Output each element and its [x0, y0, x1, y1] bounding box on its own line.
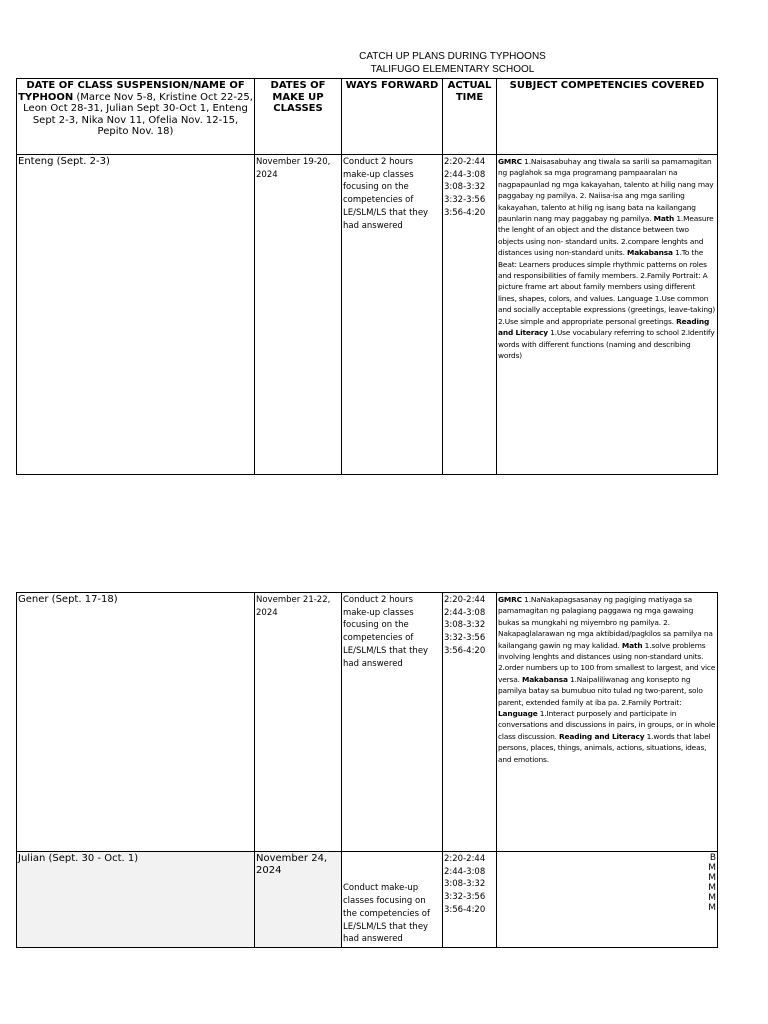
truncated-letter: M	[708, 883, 716, 893]
makeup-dates: November 19-20, 2024	[255, 155, 342, 475]
catch-up-table-2	[16, 592, 718, 948]
subject-text: 1.Measure the lenght of an object and the distance between two objects using non- standard units. 2.compare lenghts and distances using non-standard units.	[498, 214, 714, 258]
competencies-truncated	[497, 852, 718, 948]
title-line-1: CATCH UP PLANS DURING TYPHOONS	[359, 51, 546, 62]
subject-label: Math	[621, 640, 643, 650]
subject-text: 1.solve problems involving lenghts and distances using non-standard units. 2.order numbers up to 100 from smallest to largest, and vice versa.	[498, 640, 716, 684]
subject-label: Makabansa	[627, 248, 673, 258]
catch-up-table-1	[16, 78, 718, 475]
actual-time	[443, 155, 497, 475]
actual-time	[443, 852, 497, 948]
subject-text: 1.Naisasabuhay ang tiwala sa sarili sa pamamagitan ng paglahok sa mga programang pampaaralan na nagpapaunlad ng mga kakayahan, talento at hilig nang may paggabay ng pamilya. 2. Naiisa-isa ang mga sariling kakayahan, talento at hilig ng isang bata na kailangang paunlarin nang may paggabay ng pamilya.	[498, 157, 714, 224]
typhoon-name: Gener (Sept. 17-18)	[17, 593, 255, 852]
time-slot: 3:08-3:32	[444, 879, 486, 890]
header-typhoon	[17, 79, 255, 155]
truncated-letter: B	[709, 853, 716, 863]
truncated-letter: M	[708, 903, 716, 913]
time-slot: 3:32-3:56	[444, 892, 486, 903]
ways-forward: Conduct 2 hours make-up classes focusing on the competencies of LE/SLM/LS that they had answered	[342, 593, 443, 852]
time-slot: 2:44-3:08	[444, 866, 486, 877]
header-time: ACTUAL TIME	[443, 79, 497, 155]
ways-forward: Conduct 2 hours make-up classes focusing on the competencies of LE/SLM/LS that they had answered	[342, 155, 443, 475]
subject-text: 1.NaNakapagsasanay ng pagiging matiyaga sa pamamagitan ng palagiang paggawa ng mga gawaing bukas sa mungkahi ng miyembro ng pamilya. 2. Nakapaglalarawan ng mga aktibidad/pagkilos sa pamilya na kailangang gawin ng may kalidad.	[498, 595, 713, 650]
subject-label: Math	[653, 214, 675, 224]
truncated-letter: M	[708, 863, 716, 873]
subject-label: Language	[498, 709, 538, 719]
time-slot: 2:44-3:08	[444, 607, 486, 618]
time-slot: 3:56-4:20	[444, 207, 486, 218]
time-slot: 3:08-3:32	[444, 620, 486, 631]
time-slot: 3:32-3:56	[444, 633, 486, 644]
header-competencies: SUBJECT COMPETENCIES COVERED	[497, 79, 718, 155]
table-row	[17, 852, 718, 948]
time-slot: 3:32-3:56	[444, 195, 486, 206]
time-slot: 2:20-2:44	[444, 157, 486, 167]
subject-label: Reading and Literacy	[498, 316, 710, 338]
header-typhoon-label: DATE OF CLASS SUSPENSION/NAME OF TYPHOON	[18, 80, 245, 103]
subject-text: 1.words that label persons, places, things, animals, actions, situations, ideas, and emotions.	[498, 731, 711, 764]
subject-label: GMRC	[498, 595, 522, 604]
time-slot: 3:56-4:20	[444, 904, 486, 915]
table-header-row	[17, 79, 718, 155]
title-line-2: TALIFUGO ELEMENTARY SCHOOL	[370, 64, 535, 75]
truncated-letter: M	[708, 893, 716, 903]
time-slot: 2:20-2:44	[444, 854, 486, 864]
time-slot: 3:08-3:32	[444, 182, 486, 193]
truncated-letter: M	[708, 873, 716, 883]
subject-text: 1.Naipaliliwanag ang konsepto ng pamilya batay sa bumubuo nito tulad ng two-parent, solo parent, extended family at iba pa. 2.Family Portrait:	[498, 674, 703, 707]
makeup-dates: November 21-22, 2024	[255, 593, 342, 852]
actual-time	[443, 593, 497, 852]
typhoon-name: Julian (Sept. 30 - Oct. 1)	[17, 852, 255, 948]
subject-label: Reading and Literacy	[559, 731, 645, 741]
subject-text: 1.Use vocabulary referring to school 2.Identify words with different functions (naming and describing words)	[498, 328, 715, 360]
time-slot: 2:20-2:44	[444, 595, 486, 605]
makeup-dates: November 24, 2024	[255, 852, 342, 948]
typhoon-name: Enteng (Sept. 2-3)	[17, 155, 255, 475]
competencies	[497, 593, 718, 852]
header-dates: DATES OF MAKE UP CLASSES	[255, 79, 342, 155]
subject-label: GMRC	[498, 157, 522, 166]
header-typhoon-list: (Marce Nov 5-8, Kristine Oct 22-25, Leon Oct 28-31, Julian Sept 30-Oct 1, Enteng Sept 2-3, Nika Nov 11, Ofelia Nov. 12-15, Pepito Nov. 18)	[23, 91, 253, 137]
table-row	[17, 155, 718, 475]
subject-text: 1.Interact purposely and participate in conversations and discussions in pairs, in groups, or in whole class discussion.	[498, 709, 716, 741]
ways-forward: Conduct make-up classes focusing on the competencies of LE/SLM/LS that they had answered	[342, 852, 443, 948]
subject-text: 1.To the Beat: Learners produces simple rhythmic patterns on roles and responsibilities of family members. 2.Family Portrait: A picture frame art about family members using different lines, shapes, colors, and values. Language 1.Use common and socially acceptable expressions (greetings, leave-taking) 2.Use simple and appropriate personal greetings.	[498, 248, 716, 326]
competencies	[497, 155, 718, 475]
header-ways: WAYS FORWARD	[342, 79, 443, 155]
table-row	[17, 593, 718, 852]
time-slot: 3:56-4:20	[444, 645, 486, 656]
time-slot: 2:44-3:08	[444, 169, 486, 180]
subject-label: Makabansa	[522, 674, 568, 684]
